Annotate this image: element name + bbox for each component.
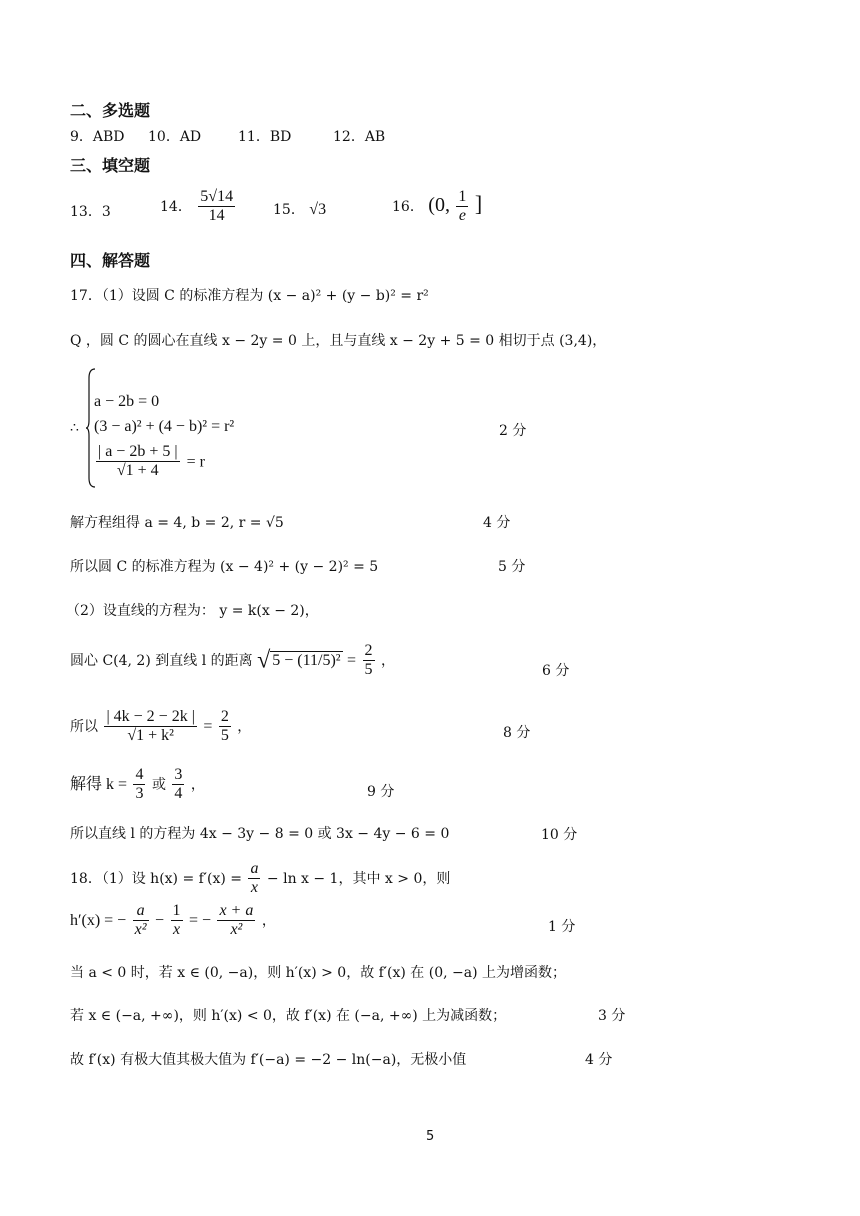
- k-suffix: ，: [190, 776, 205, 793]
- q18-line1-numerator: a: [248, 860, 260, 879]
- page-number: 5: [426, 1129, 435, 1144]
- k-numerator-2: 3: [172, 766, 184, 785]
- q17-k-line: [70, 766, 205, 804]
- k-fraction-1: [133, 766, 145, 804]
- distance-rhs-fraction: [363, 642, 375, 680]
- q18-line1-suffix: − ln x − 1，其中 x > 0，则: [266, 870, 451, 887]
- score-system: 2 分: [499, 423, 527, 439]
- fb-answer-14: [160, 188, 237, 226]
- system-eq2: (3 − a)² + (4 − b)² = r²: [94, 418, 235, 435]
- q18-frac3-denominator: x²: [230, 921, 243, 939]
- q17-final-line: 所以直线 l 的方程为 4x − 3y − 8 = 0 或 3x − 4y − 6 = 0: [70, 826, 450, 842]
- fb16-left: (0,: [428, 193, 450, 216]
- so-rhs-numerator: 2: [219, 708, 231, 727]
- mc-answer-12: 12．AB: [333, 129, 386, 145]
- system-eq3-denominator: √1 + 4: [116, 462, 159, 480]
- fb-answer-15: [273, 199, 326, 219]
- distance-radicand: 5 − (11/5)²: [272, 651, 341, 669]
- score-distance: 6 分: [542, 663, 570, 679]
- k-numerator-1: 4: [133, 766, 145, 785]
- system-eq3: [94, 443, 205, 481]
- distance-equals: =: [347, 651, 357, 669]
- q18-line1-denominator: x: [250, 879, 258, 897]
- fb-answer-15-value: √3: [309, 201, 327, 218]
- fb14-numerator: 5√14: [198, 188, 235, 207]
- fb-answer-16: [392, 188, 482, 226]
- system-eq3-rhs: = r: [186, 453, 206, 471]
- so-denominator: √1 + k²: [127, 727, 174, 745]
- q18-frac2-denominator: x: [172, 921, 181, 939]
- q18-line1-fraction: [248, 860, 260, 898]
- score-so: 8 分: [503, 725, 531, 741]
- q17-solve-line: 解方程组得 a = 4, b = 2, r = √5: [70, 515, 284, 531]
- q17-so-line: [70, 708, 251, 746]
- distance-suffix: ，: [380, 652, 395, 669]
- distance-rhs-denominator: 5: [364, 661, 373, 679]
- q17-distance-line: [70, 642, 395, 680]
- fb16-denominator: e: [458, 207, 466, 225]
- fb-answer-16-label: 16．: [392, 198, 424, 215]
- fb14-denominator: 14: [208, 207, 225, 225]
- fb-answer-13: 13．3: [70, 204, 111, 220]
- so-suffix: ，: [237, 718, 252, 735]
- fb16-fraction: [456, 188, 468, 226]
- fb-answer-15-label: 15．: [273, 202, 305, 218]
- q18-line3: 当 a < 0 时，若 x ∈ (0, −a)，则 h′(x) > 0，故 f′(x) 在 (0, −a) 上为增函数；: [70, 965, 566, 981]
- distance-prefix: 圆心 C(4, 2) 到直线 l 的距离: [70, 652, 253, 669]
- q17-line2: Q ，圆 C 的圆心在直线 x − 2y = 0 上，且与直线 x − 2y + 5 = 0 相切于点 (3,4)，: [70, 333, 607, 349]
- mc-answer-10: 10．AD: [148, 129, 202, 145]
- system-eq1: a − 2b = 0: [94, 393, 160, 410]
- q18-line1: [70, 860, 450, 898]
- score-final: 10 分: [541, 827, 578, 843]
- q18-line4: 若 x ∈ (−a, +∞)，则 h′(x) < 0，故 f′(x) 在 (−a, +∞) 上为减函数；: [70, 1008, 507, 1024]
- so-numerator: | 4k − 2 − 2k |: [104, 708, 196, 727]
- score-q18-line4: 3 分: [598, 1008, 626, 1024]
- fb16-numerator: 1: [456, 188, 468, 207]
- sqrt-sign-icon: √: [257, 647, 271, 674]
- q17-part2-line: （2）设直线的方程为： y = k(x − 2)，: [66, 603, 319, 619]
- q18-frac1-denominator: x²: [134, 921, 147, 939]
- score-q18-line5: 4 分: [585, 1052, 613, 1068]
- score-solve: 4 分: [483, 515, 511, 531]
- k-fraction-2: [172, 766, 184, 804]
- so-rhs-denominator: 5: [220, 727, 229, 745]
- q18-line5: 故 f′(x) 有极大值其极大值为 f′(−a) = −2 − ln(−a)，无极小值: [70, 1052, 467, 1068]
- mc-answer-9: 9．ABD: [70, 129, 125, 145]
- system-eq3-numerator: | a − 2b + 5 |: [96, 443, 180, 462]
- so-prefix: 所以: [70, 718, 98, 735]
- so-rhs-fraction: [219, 708, 231, 746]
- q18-frac3-numerator: x + a: [217, 902, 255, 921]
- k-denominator-1: 3: [135, 785, 144, 803]
- so-equals: =: [203, 717, 213, 735]
- q18-frac1-numerator: a: [133, 902, 149, 921]
- section-fill-blank-heading: 三、填空题: [70, 156, 151, 175]
- q18-line2-suffix: ，: [261, 912, 276, 929]
- q18-line2-minus: −: [155, 911, 165, 929]
- k-denominator-2: 4: [174, 785, 183, 803]
- q18-line2-fraction-3: [217, 902, 255, 940]
- fb-answer-14-label: 14．: [160, 198, 192, 215]
- system-eq3-fraction: [96, 443, 180, 481]
- q18-line2: [70, 902, 276, 940]
- score-k: 9 分: [367, 784, 395, 800]
- q18-line1-prefix: 18．（1）设 h(x) = f′(x) =: [70, 870, 242, 887]
- therefore-symbol: ∴: [70, 420, 79, 436]
- fb16-right: ]: [474, 190, 483, 216]
- mc-answer-11: 11．BD: [238, 129, 292, 145]
- k-prefix: 解得 k =: [70, 775, 128, 793]
- score-q18-line2: 1 分: [548, 919, 576, 935]
- q18-line2-fraction-1: [133, 902, 149, 940]
- distance-rhs-numerator: 2: [363, 642, 375, 661]
- q18-line2-equals: = −: [188, 911, 211, 929]
- q17-line1: 17．（1）设圆 C 的标准方程为 (x − a)² + (y − b)² = r²: [70, 288, 429, 304]
- section-solutions-heading: 四、解答题: [70, 251, 151, 270]
- q18-line2-prefix: h′(x) = −: [70, 911, 127, 929]
- q18-line2-fraction-2: [171, 902, 183, 940]
- q18-frac2-numerator: 1: [171, 902, 183, 921]
- section-multi-choice-heading: 二、多选题: [70, 101, 151, 120]
- score-circle-equation: 5 分: [498, 559, 526, 575]
- q17-circle-equation: 所以圆 C 的标准方程为 (x − 4)² + (y − 2)² = 5: [70, 559, 379, 575]
- fb-answer-14-fraction: [198, 188, 235, 226]
- so-fraction: [104, 708, 196, 746]
- k-or: 或: [151, 776, 166, 793]
